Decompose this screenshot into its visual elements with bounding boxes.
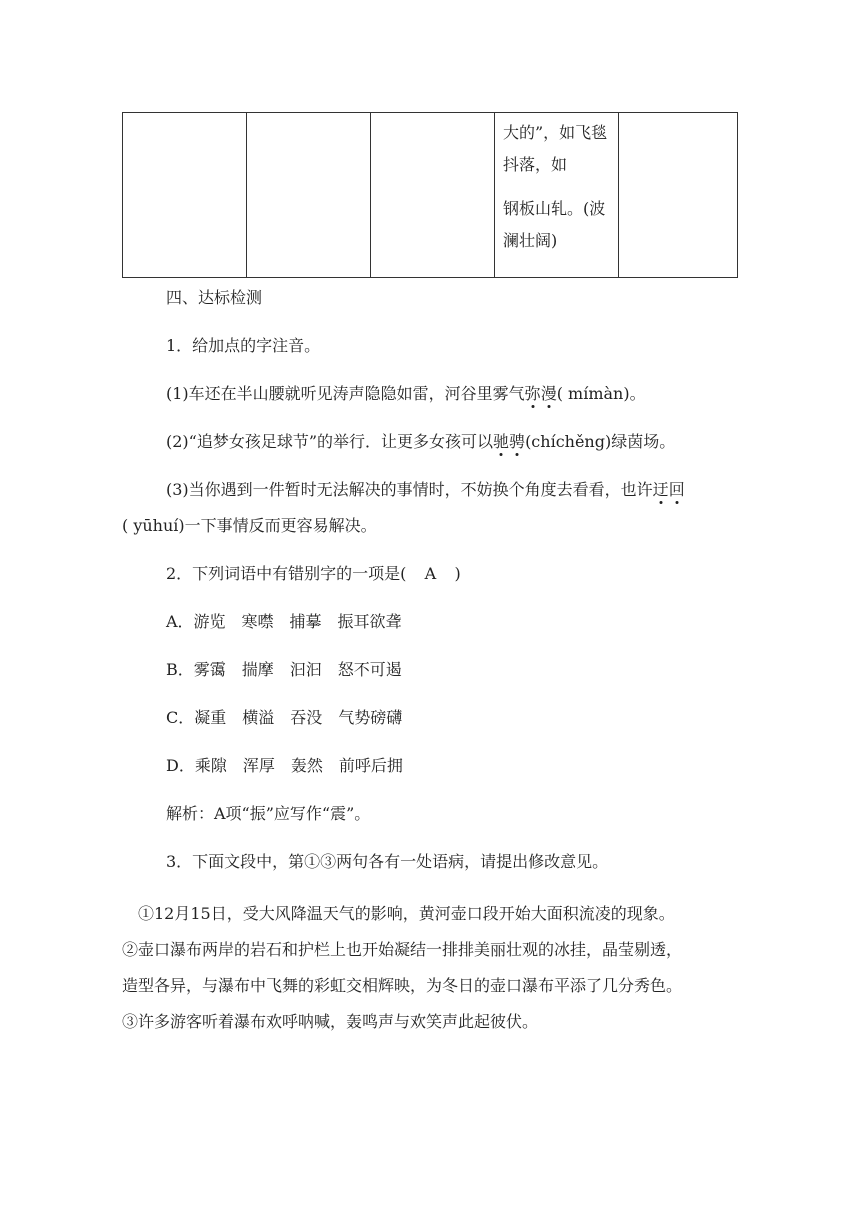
table-cell [123, 113, 247, 278]
question-3-passage [122, 896, 742, 1040]
option-c: C．凝重 横溢 吞没 气势磅礴 [166, 708, 403, 727]
question-1-sentence-3-continued: ( yūhuí)一下事情反而更容易解决。 [122, 516, 377, 535]
question-1-sentence-3 [166, 478, 685, 502]
table-cell [247, 113, 371, 278]
table-cell [495, 113, 619, 278]
sentence-text: (3)当你遇到一件暂时无法解决的事情时，不妨换个角度去看看，也许 [166, 480, 653, 499]
cell-text-line: 澜壮阔) [503, 231, 558, 250]
dotted-char: 迂 [652, 480, 669, 499]
table-cell [619, 113, 738, 278]
passage-line: ①12月15日，受大风降温天气的影响，黄河壶口段开始大面积流凌的现象。 [138, 904, 675, 923]
question-2-stem [166, 562, 461, 586]
option-d: D．乘隙 浑厚 轰然 前呼后拥 [166, 756, 403, 775]
stem-text: ) [454, 564, 461, 583]
passage-line: ②壶口瀑布两岸的岩石和护栏上也开始凝结一排排美丽壮观的冰挂，晶莹剔透， [122, 940, 683, 959]
answer-letter: A [424, 564, 437, 583]
stem-text: 2．下列词语中有错别字的一项是( [166, 564, 407, 583]
option-a: A．游览 寒噤 捕摹 振耳欲聋 [166, 612, 402, 631]
dotted-char: 骋 [509, 432, 526, 451]
dotted-char: 驰 [493, 432, 510, 451]
sentence-text: (2)“追梦女孩足球节”的举行．让更多女孩可以 [166, 432, 494, 451]
table-row [123, 113, 738, 278]
table-cell [371, 113, 495, 278]
passage-line: 造型各异，与瀑布中飞舞的彩虹交相辉映，为冬日的壶口瀑布平添了几分秀色。 [122, 976, 683, 995]
question-3-stem: 3．下面文段中，第①③两句各有一处语病，请提出修改意见。 [166, 852, 609, 871]
dotted-char: 漫 [540, 384, 557, 403]
passage-line: ③许多游客听着瀑布欢呼呐喊，轰鸣声与欢笑声此起彼伏。 [122, 1012, 539, 1031]
sentence-text: ( mímàn)。 [556, 384, 646, 403]
cell-text-line: 抖落，如 [503, 155, 568, 174]
question-1-sentence-2 [166, 430, 675, 454]
dotted-char: 弥 [524, 384, 541, 403]
question-2-analysis: 解析：A项“振”应写作“震”。 [166, 804, 371, 823]
sentence-text: (1)车还在半山腰就听见涛声隐隐如雷，河谷里雾气 [166, 384, 525, 403]
cell-text-line: 钢板山轧。(波 [503, 199, 606, 218]
comparison-table [122, 112, 738, 278]
question-1-stem: 1．给加点的字注音。 [166, 336, 321, 355]
cell-text-line: 大的”，如飞毯 [503, 123, 608, 142]
option-b: B．雾霭 揣摩 汩汩 怒不可遏 [166, 660, 402, 679]
section-heading: 四、达标检测 [166, 288, 263, 307]
sentence-text: (chíchěng)绿茵场。 [525, 432, 676, 451]
question-1-sentence-1 [166, 382, 646, 406]
dotted-char: 回 [668, 480, 685, 499]
